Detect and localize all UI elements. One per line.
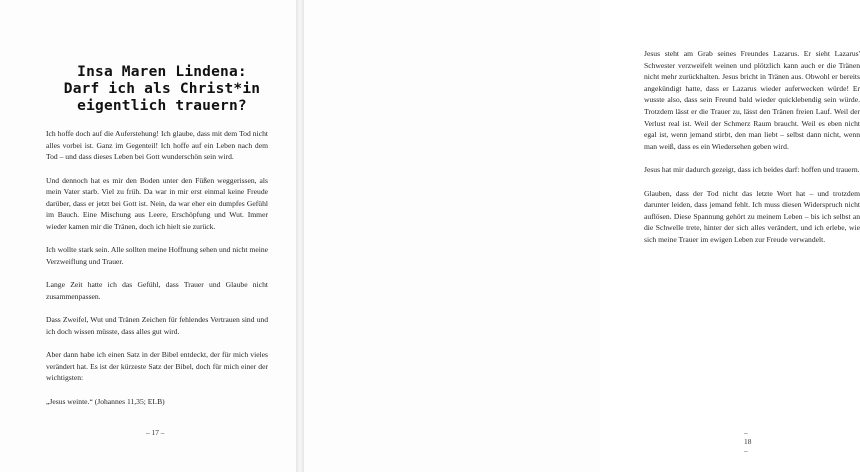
bible-quote: „Jesus weinte.“ (Johannes 11,35; ELB) [46, 396, 165, 406]
title-line: Insa Maren Lindena: [77, 64, 247, 80]
paragraph: Glauben, dass der Tod nicht das letzte Wort hat – und trotzdem darunter leiden, dass jemand fehlt. Ich muss diesen Widerspruch nicht auflösen. Diese Spannung gehört zu meinem Leben – bis ich selbst an die Schwelle trete, hinter der sich alles verändert, und ich erlebe, wie sich meine Trauer im ewigen Leben zur Freude verwandelt. [644, 188, 860, 244]
paragraph: Aber dann habe ich einen Satz in der Bibel entdeckt, der für mich vieles verändert hat. Es ist der kürzeste Satz der Bibel, doch für mich einer der wichtigsten: [46, 350, 268, 383]
right-page [304, 0, 860, 472]
paragraph: Ich hoffe doch auf die Auferstehung! Ich glaube, dass mit dem Tod nicht alles vorbei ist. Ganz im Gegenteil! Ich hoffe auf ein Leben nach dem Tod – und dass dieses Leben bei Gott wunderschön sein wird. [46, 129, 268, 162]
paragraph: Jesus steht am Grab seines Freundes Lazarus. Er sieht Lazarus' Schwester verzweifelt weinen und plötzlich kann auch er die Tränen nicht mehr zurückhalten. Jesus bricht in Tränen aus. Obwohl er bereits angekündigt hatte, dass er Lazarus wieder auferwecken würde! Er wusste also, dass sein Freund bald wieder quicklebendig sein würde. Trotzdem lässt er die Trauer zu, lässt den Tränen freien Lauf. Weil der Verlust real ist. Weil der Schmerz Raum braucht. Weil es eben nicht egal ist, wenn jemand stirbt, den man liebt – selbst dann nicht, wenn man weiß, dass es ein Wiedersehen geben wird. [644, 49, 860, 151]
left-page [0, 0, 296, 472]
paragraph: Und dennoch hat es mir den Boden unter den Füßen weggerissen, als mein Vater starb. Viel zu früh. Da war in mir erst einmal keine Freude darüber, dass er jetzt bei Gott ist. Nein, da war eher ein dumpfes Gefühl im Bauch. Eine Mischung aus Leere, Erschöpfung und Wut. Immer wieder kamen mir die Tränen, doch ich hielt sie zurück. [46, 175, 268, 231]
paragraph: Lange Zeit hatte ich das Gefühl, dass Trauer und Glaube nicht zusammenpassen. [46, 280, 268, 301]
book-gutter [296, 0, 304, 472]
chapter-title [44, 64, 280, 115]
right-body-text [644, 48, 860, 257]
paragraph: Dass Zweifel, Wut und Tränen Zeichen für fehlendes Vertrauen sind und ich doch wissen müsste, dass alles gut wird. [46, 315, 268, 336]
page-number-left: – 17 – [146, 428, 165, 437]
paragraph: Ich wollte stark sein. Alle sollten meine Hoffnung sehen und nicht meine Verzweiflung und Trauer. [46, 245, 268, 266]
left-body-text [46, 128, 268, 419]
title-line: Darf ich als Christ*in [63, 81, 261, 97]
title-line: eigentlich trauern? [77, 98, 247, 114]
page-number-right: – 18 – [744, 428, 752, 455]
paragraph: Jesus hat mir dadurch gezeigt, dass ich beides darf: hoffen und trauern. [644, 165, 860, 175]
